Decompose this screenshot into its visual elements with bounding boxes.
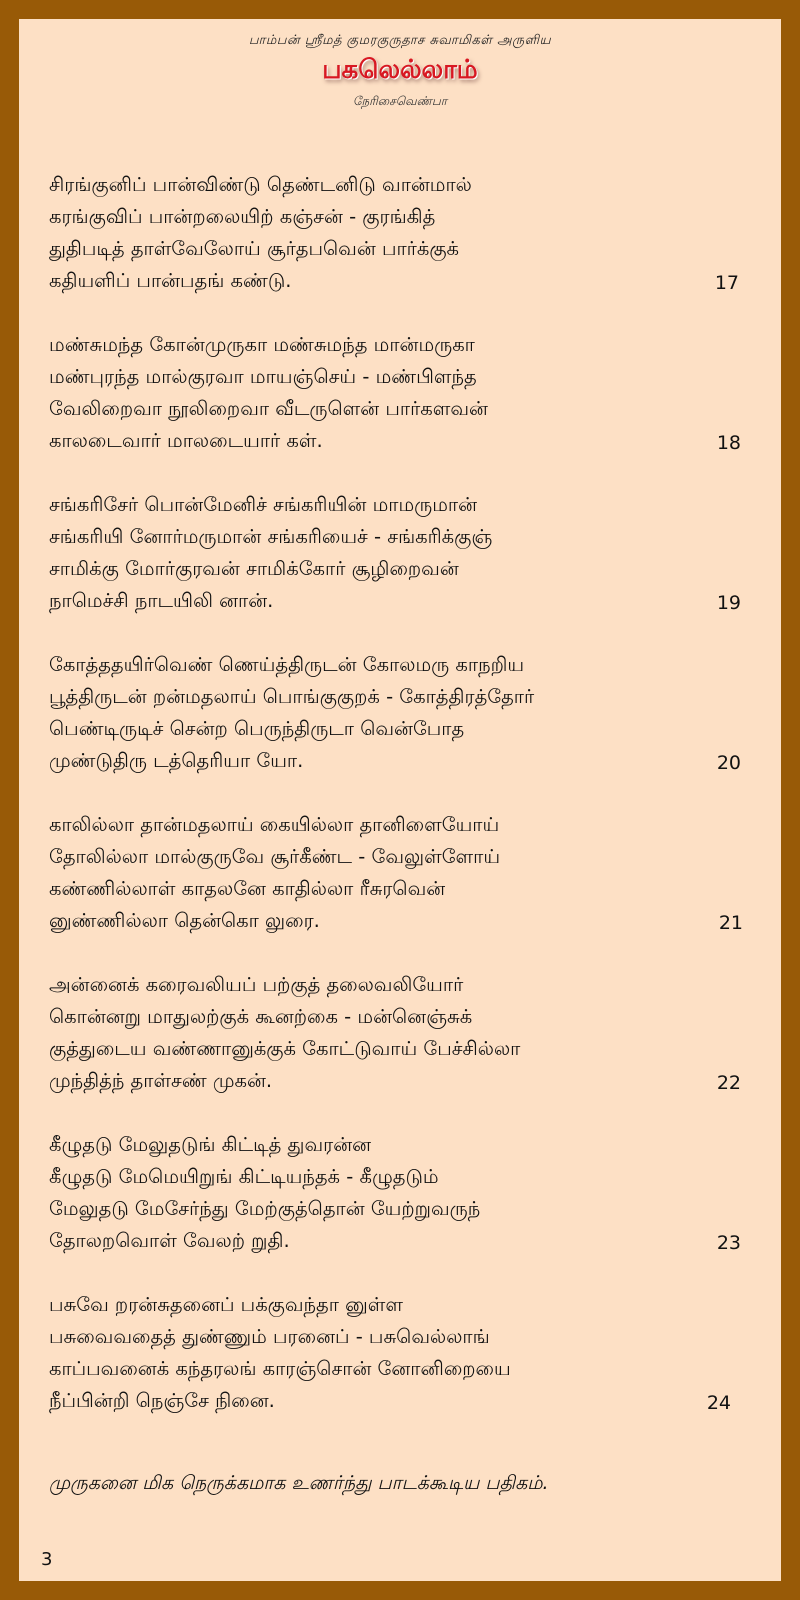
verse-line: சாமிக்கு மோர்குரவன் சாமிக்கோர் சூழிறைவன் <box>49 557 459 580</box>
verse-23 <box>49 1129 739 1289</box>
page-sheet <box>19 19 781 1581</box>
verse-number: 17 <box>714 272 739 294</box>
verse-line: கீழுதடு மேமெயிறுங் கிட்டியந்தக் - கீழுதடும் <box>49 1165 439 1188</box>
verse-17 <box>49 169 739 329</box>
verse-22 <box>49 969 739 1129</box>
verse-number: 19 <box>716 592 741 614</box>
verse-line: காலடைவார் மாலடையார் கள். <box>49 429 323 452</box>
verse-line: கோத்ததயிர்வெண் ணெய்த்திருடன் கோலமரு காநறிய <box>49 653 525 676</box>
verse-line: னுண்ணில்லா தென்கொ லுரை. <box>49 909 320 932</box>
verse-24 <box>49 1289 739 1449</box>
verse-line: முண்டுதிரு டத்தெரியா யோ. <box>49 749 304 772</box>
verse-number: 22 <box>716 1072 741 1094</box>
verse-line: சங்கரியி னோர்மருமான் சங்கரியைச் - சங்கரிக்குஞ் <box>49 525 493 548</box>
verse-line: முந்தித்ந் தாள்சண் முகன். <box>49 1069 273 1092</box>
author-subtitle: பாம்பன் ஸ்ரீமத் குமரகுருதாச சுவாமிகள் அருளிய <box>248 33 552 48</box>
closing-note: முருகனை மிக நெருக்கமாக உணர்ந்து பாடக்கூடிய பதிகம். <box>49 1472 549 1494</box>
header <box>19 33 781 110</box>
verse-line: வேலிறைவா நூலிறைவா வீடருளென் பார்களவன் <box>49 397 488 420</box>
verse-number: 20 <box>716 752 741 774</box>
verse-line: மண்புரந்த மால்குரவா மாயஞ்செய் - மண்பிளந்த <box>49 365 477 388</box>
page-number: 3 <box>41 1549 53 1570</box>
verse-line: தோலறவொள் வேலற் றுதி. <box>49 1229 290 1252</box>
verse-line: சிரங்குனிப் பான்விண்டு தெண்டனிடு வான்மால் <box>49 173 472 196</box>
verse-line: பெண்டிருடிச் சென்ற பெருந்திருடா வென்போத <box>49 717 465 740</box>
verse-line: மேலுதடு மேசேர்ந்து மேற்குத்தொன் யேற்றுவருந் <box>49 1197 481 1220</box>
verse-line: கீழுதடு மேலுதடுங் கிட்டித் துவரன்ன <box>49 1133 372 1156</box>
verse-line: அன்னைக் கரைவலியப் பற்குத் தலைவலியோர் <box>49 973 464 996</box>
verse-number: 18 <box>716 432 741 454</box>
verse-number: 23 <box>716 1232 741 1254</box>
verse-number: 21 <box>718 912 743 934</box>
verse-line: குத்துடைய வண்ணானுக்குக் கோட்டுவாய் பேச்சில்லா <box>49 1037 521 1060</box>
verse-line: கொன்னறு மாதுலற்குக் கூனற்கை - மன்னெஞ்சுக் <box>49 1005 473 1028</box>
verse-19 <box>49 489 739 649</box>
verse-line: துதிபடித் தாள்வேலோய் சூர்தபவென் பார்க்குக் <box>49 237 460 260</box>
verse-line: காப்பவனைக் கந்தரலங் காரஞ்சொன் னோனிறையை <box>49 1357 511 1380</box>
verse-line: கரங்குவிப் பான்றலையிற் கஞ்சன் - குரங்கித் <box>49 205 436 228</box>
verse-line: பூத்திருடன் றன்மதலாய் பொங்குகுறக் - கோத்திரத்தோர் <box>49 685 535 708</box>
verse-line: சங்கரிசேர் பொன்மேனிச் சங்கரியின் மாமருமான் <box>49 493 478 516</box>
verse-line: பசுவே றரன்சுதனைப் பக்குவந்தா னுள்ள <box>49 1293 403 1316</box>
verse-20 <box>49 649 739 809</box>
verse-line: தோலில்லா மால்குருவே சூர்கீண்ட - வேலுள்ளோய் <box>49 845 501 868</box>
verse-line: கதியளிப் பான்பதங் கண்டு. <box>49 269 292 292</box>
verse-line: நீப்பின்றி நெஞ்சே நினை. <box>49 1389 275 1412</box>
verse-18 <box>49 329 739 489</box>
verse-line: காலில்லா தான்மதலாய் கையில்லா தானிளையோய் <box>49 813 500 836</box>
verses-list <box>49 169 743 1449</box>
verse-21 <box>49 809 743 969</box>
verse-line: மண்சுமந்த கோன்முருகா மண்சுமந்த மான்மருகா <box>49 333 475 356</box>
verse-line: நாமெச்சி நாடயிலி னான். <box>49 589 274 612</box>
verse-number: 24 <box>706 1392 731 1414</box>
verse-line: கண்ணில்லாள் காதலனே காதில்லா ரீசுரவென் <box>49 877 446 900</box>
meter-label: நேரிசைவெண்பா <box>352 94 448 108</box>
page-title: பகலெல்லாம் <box>322 55 478 85</box>
verse-line: பசுவைவதைத் துண்ணும் பரனைப் - பசுவெல்லாங் <box>49 1325 490 1348</box>
